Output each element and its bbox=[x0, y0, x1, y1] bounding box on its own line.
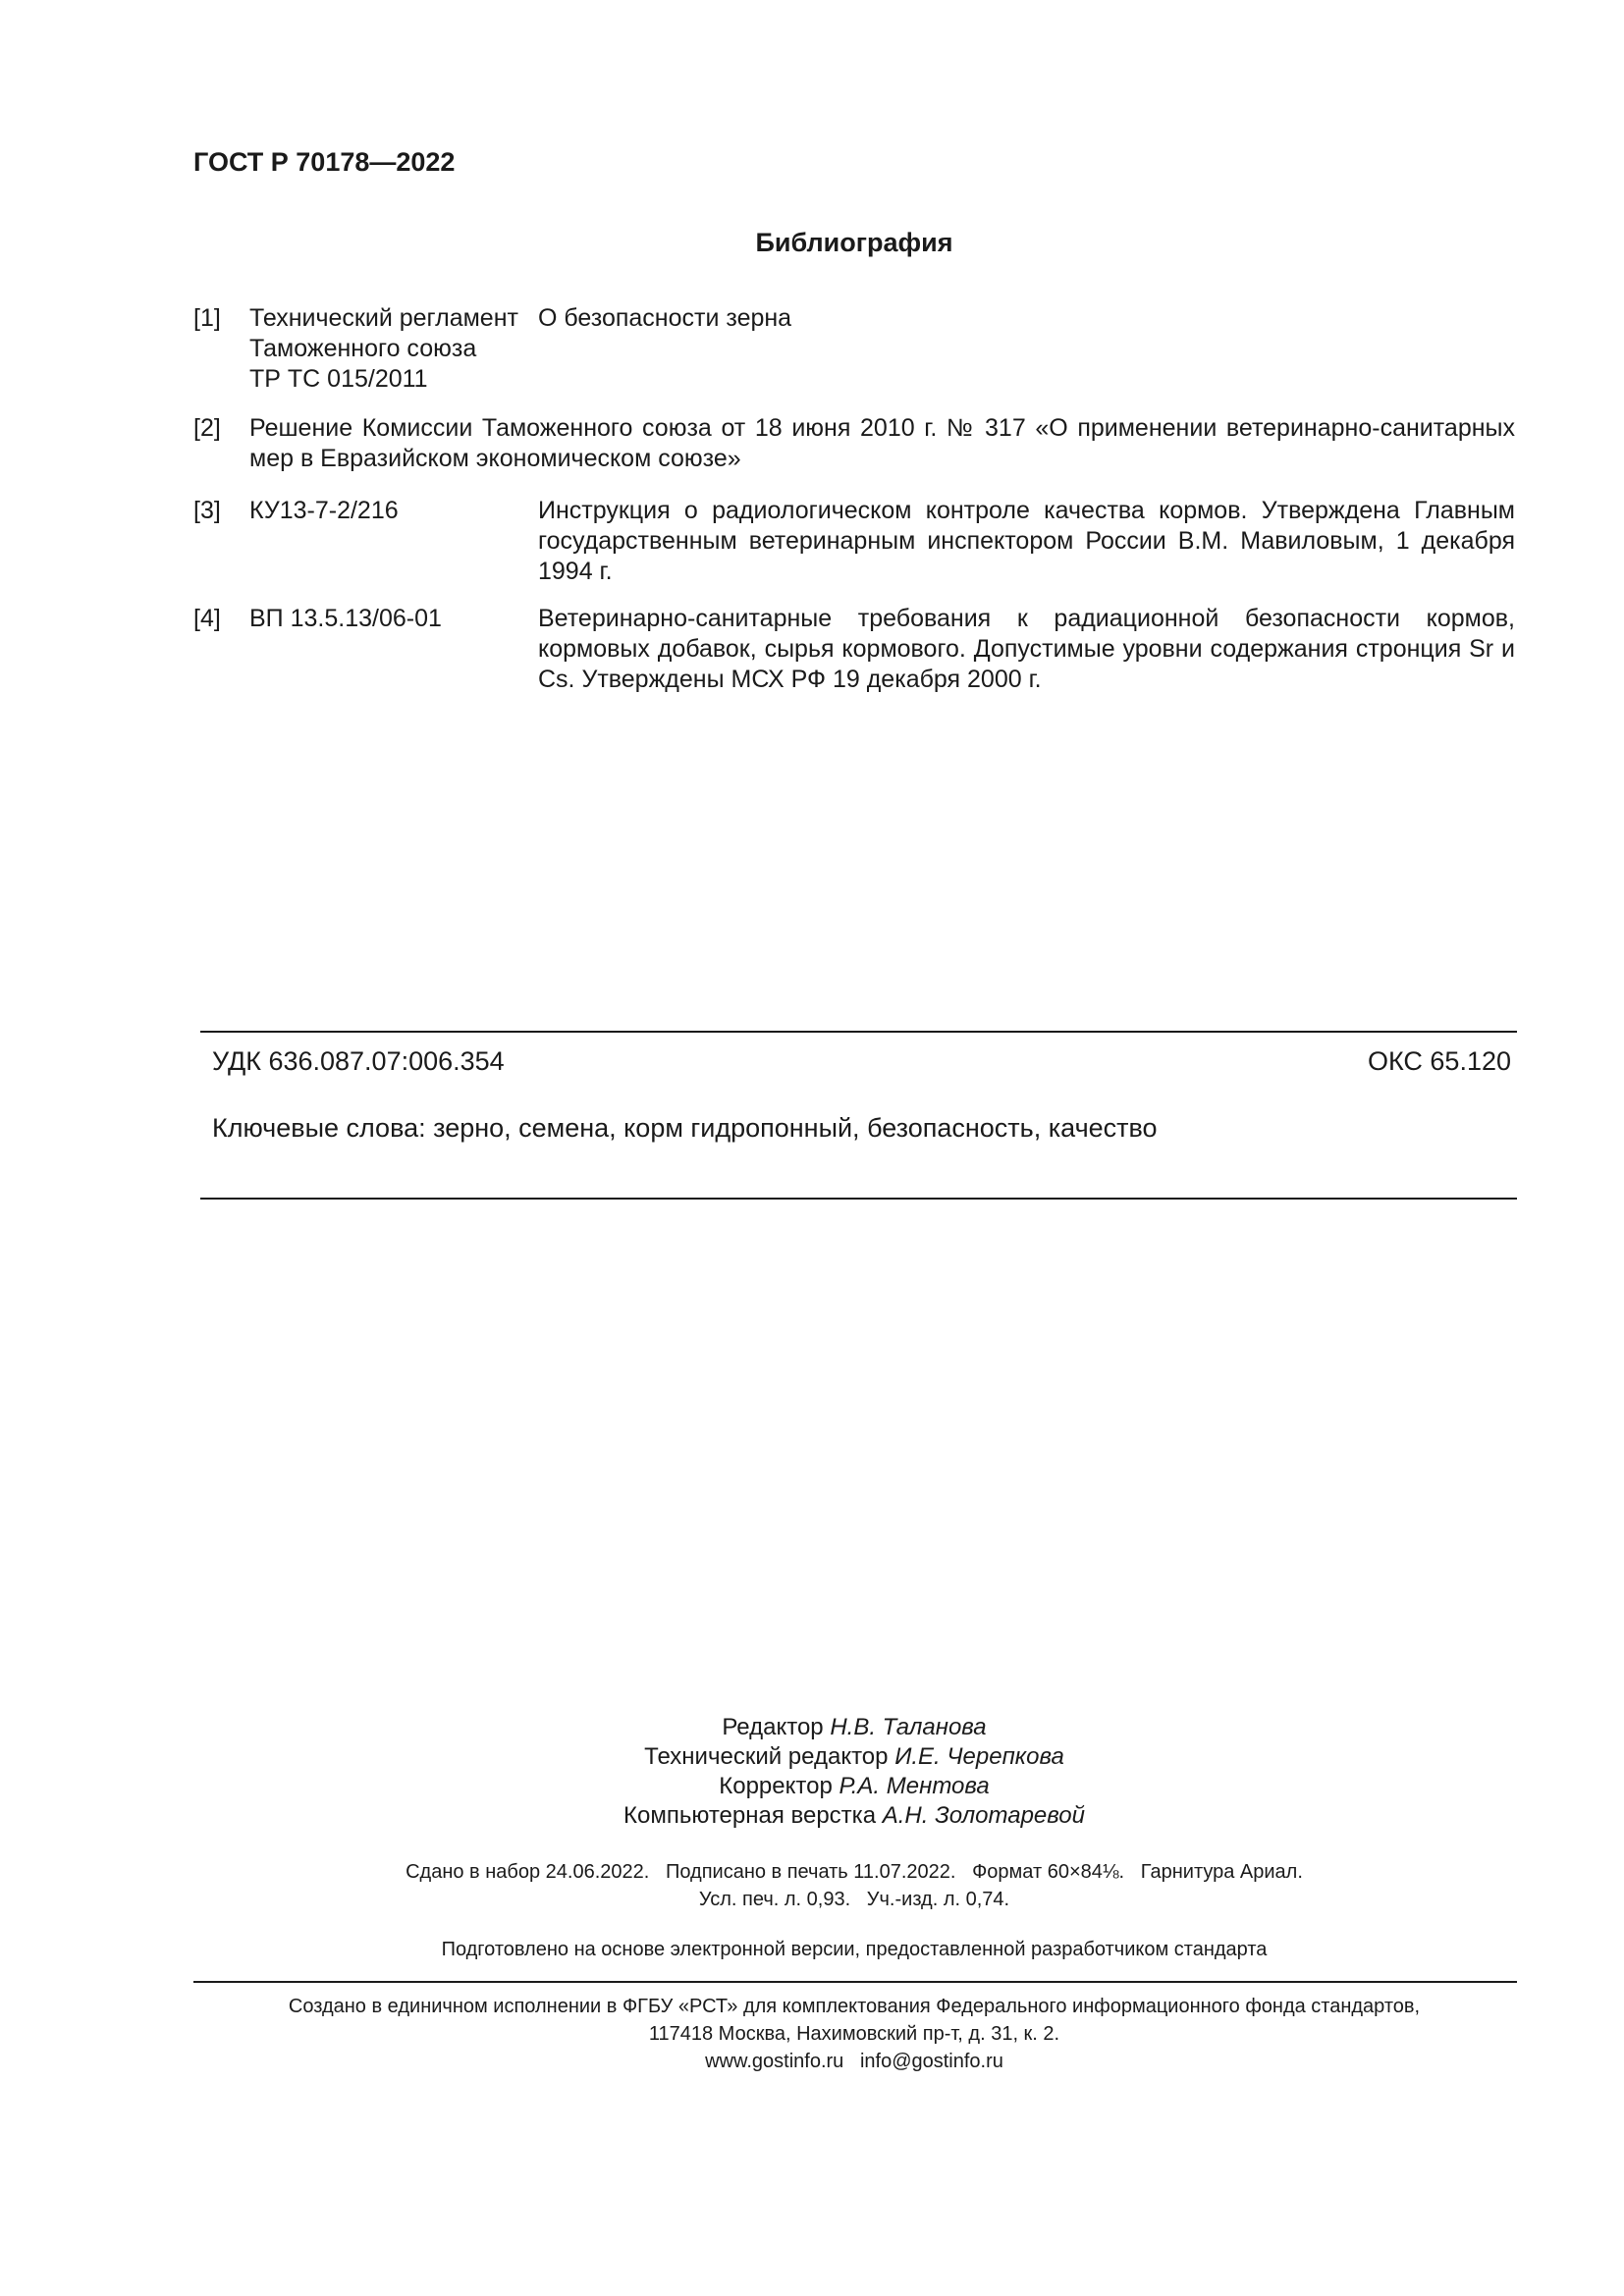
credit-layout: Компьютерная верстка А.Н. Золотаревой bbox=[623, 1802, 1085, 1829]
print-info-line: Сдано в набор 24.06.2022. Подписано в печать 11.07.2022. Формат 60×84⅛. Гарнитура Ариал. bbox=[406, 1861, 1303, 1883]
bibliography-title: Библиография bbox=[755, 228, 953, 257]
bibliography-entry-3 bbox=[193, 496, 1515, 587]
entry-title: О безопасности зерна bbox=[538, 304, 792, 332]
divider-top bbox=[200, 1031, 1517, 1033]
publisher-links[interactable]: www.gostinfo.ru info@gostinfo.ru bbox=[705, 2051, 1003, 2072]
divider-publisher bbox=[193, 1981, 1517, 1983]
entry-number: [2] bbox=[193, 414, 221, 442]
credit-tech-editor: Технический редактор И.Е. Черепкова bbox=[644, 1743, 1064, 1770]
entry-source-line: Таможенного союза bbox=[249, 335, 477, 362]
entry-number: [1] bbox=[193, 304, 221, 332]
prepared-note: Подготовлено на основе электронной версии, предоставленной разработчиком стандарта bbox=[441, 1939, 1268, 1960]
divider-bottom bbox=[200, 1198, 1517, 1200]
keywords: Ключевые слова: зерно, семена, корм гидропонный, безопасность, качество bbox=[212, 1113, 1158, 1143]
entry-text: Решение Комиссии Таможенного союза от 18 июня 2010 г. № 317 «О применении ветеринарно-санитарных мер в Евразийском экономическом союзе» bbox=[249, 414, 1515, 472]
entry-number: [3] bbox=[193, 497, 221, 524]
entry-title: Ветеринарно-санитарные требования к радиационной безопасности кормов, кормовых добавок, сырья кормового. Допустимые уровни содержания стронция Sr и Cs. Утверждены МСХ РФ 19 декабря 2000 г. bbox=[538, 605, 1515, 693]
oks-code: ОКС 65.120 bbox=[1367, 1046, 1511, 1076]
credit-proofreader: Корректор Р.А. Ментова bbox=[719, 1773, 990, 1799]
entry-title: Инструкция о радиологическом контроле качества кормов. Утверждена Главным государственным ветеринарным инспектором России В.М. Мавиловым, 1 декабря 1994 г. bbox=[538, 497, 1515, 585]
publisher-info bbox=[0, 1993, 1624, 2075]
publisher-line: Создано в единичном исполнении в ФГБУ «РСТ» для комплектования Федерального информационного фонда стандартов, bbox=[288, 1996, 1421, 2017]
document-code: ГОСТ Р 70178—2022 bbox=[193, 147, 456, 177]
publisher-address: 117418 Москва, Нахимовский пр-т, д. 31, к. 2. bbox=[648, 2023, 1060, 2045]
credits-block bbox=[0, 1713, 1624, 1831]
entry-source: ВП 13.5.13/06-01 bbox=[249, 605, 442, 632]
entry-source bbox=[249, 303, 544, 395]
entry-source-line: ТР ТС 015/2011 bbox=[249, 365, 428, 393]
udk-code: УДК 636.087.07:006.354 bbox=[212, 1046, 505, 1076]
bibliography-entry-4 bbox=[193, 604, 1515, 695]
entry-source: КУ13-7-2/216 bbox=[249, 497, 399, 524]
print-info bbox=[0, 1858, 1624, 1913]
entry-number: [4] bbox=[193, 605, 221, 632]
entry-source-line: Технический регламент bbox=[249, 304, 518, 332]
credit-editor: Редактор Н.В. Таланова bbox=[722, 1714, 987, 1740]
bibliography-entry-1 bbox=[193, 303, 1515, 393]
bibliography-entry-2 bbox=[193, 413, 1515, 474]
print-info-line: Усл. печ. л. 0,93. Уч.-изд. л. 0,74. bbox=[698, 1889, 1010, 1910]
